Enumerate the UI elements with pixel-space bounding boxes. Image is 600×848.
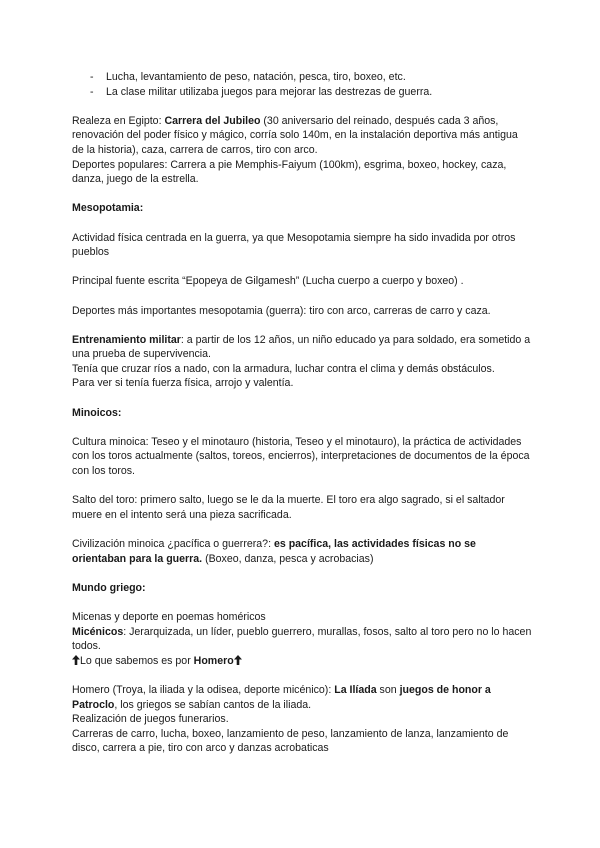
section-title-minoicos: Minoicos: (72, 406, 122, 419)
section-title-mundo-griego: Mundo griego: (72, 581, 146, 594)
egipto-realeza-paragraph: Realeza en Egipto: Carrera del Jubileo (30 aniversario del reinado, después cada 3 años, renovación del poder físico y mágico, corría solo 140m, en la instalación deportiva más antigua de la historia), caza, carrera de carros, tiro con arco. (72, 114, 518, 156)
mesopotamia-paragraph-2: Principal fuente escrita “Epopeya de Gilgamesh” (Lucha cuerpo a cuerpo y boxeo) . (72, 275, 464, 288)
egipto-populares-paragraph: Deportes populares: Carrera a pie Memphis-Faiyum (100km), esgrima, boxeo, hockey, caza, danza, juego de la estrella. (72, 158, 507, 186)
griego-paragraph-5: Realización de juegos funerarios. (72, 713, 229, 726)
griego-paragraph-3: Lo que sabemos es por Homero (72, 654, 532, 669)
list-item: - La clase militar utilizaba juegos para mejorar las destrezas de guerra. (90, 85, 433, 98)
mesopotamia-paragraph-4: Entrenamiento militar: a partir de los 12 años, un niño educado ya para soldado, era sometido a una prueba de supervivencia. (72, 333, 531, 361)
mesopotamia-paragraph-6: Para ver si tenía fuerza física, arrojo y valentía. (72, 377, 294, 390)
list-item: - Lucha, levantamiento de peso, natación, pesca, tiro, boxeo, etc. (90, 71, 406, 83)
griego-paragraph-6: Carreras de carro, lucha, boxeo, lanzamiento de peso, lanzamiento de lanza, lanzamiento de disco, carrera a pie, tiro con arco y danzas acrobaticas (72, 727, 509, 755)
minoicos-paragraph-2: Salto del toro: primero salto, luego se le da la muerte. El toro era algo sagrado, si el saltador muere en el intento será una pieza sacrificada. (72, 494, 505, 521)
bullet-list (72, 70, 532, 99)
minoicos-paragraph-3: Civilización minoica ¿pacífica o guerrera?: es pacífica, las actividades físicas no se orientaban para la guerra. (Boxeo, danza, pesca y acrobacias) (72, 538, 476, 565)
mesopotamia-paragraph-5: Tenía que cruzar ríos a nado, con la armadura, luchar contra el clima y demás obstáculos. (72, 362, 495, 375)
minoicos-paragraph-1: Cultura minoica: Teseo y el minotauro (historia, Teseo y el minotauro), la práctica de actividades con los toros actualmente (saltos, toreos, encierros), interpretaciones de documentos de la época con los toros. (72, 435, 530, 478)
mesopotamia-paragraph-1: Actividad física centrada en la guerra, ya que Mesopotamia siempre ha sido invadida por otros pueblos (72, 231, 516, 259)
arrow-up-icon (72, 655, 80, 665)
griego-paragraph-4: Homero (Troya, la iliada y la odisea, deporte micénico): La Ilíada son juegos de honor a Patroclo, los griegos se sabían cantos de la iliada. (72, 683, 491, 711)
document-page (72, 70, 532, 756)
mesopotamia-paragraph-3: Deportes más importantes mesopotamia (guerra): tiro con arco, carreras de carro y caza. (72, 304, 491, 317)
section-title-mesopotamia: Mesopotamia: (72, 202, 144, 215)
griego-paragraph-2: Micénicos: Jerarquizada, un líder, pueblo guerrero, murallas, fosos, salto al toro pero no lo hacen todos. (72, 625, 532, 653)
arrow-up-icon (234, 655, 242, 665)
griego-paragraph-1: Micenas y deporte en poemas homéricos (72, 610, 266, 623)
